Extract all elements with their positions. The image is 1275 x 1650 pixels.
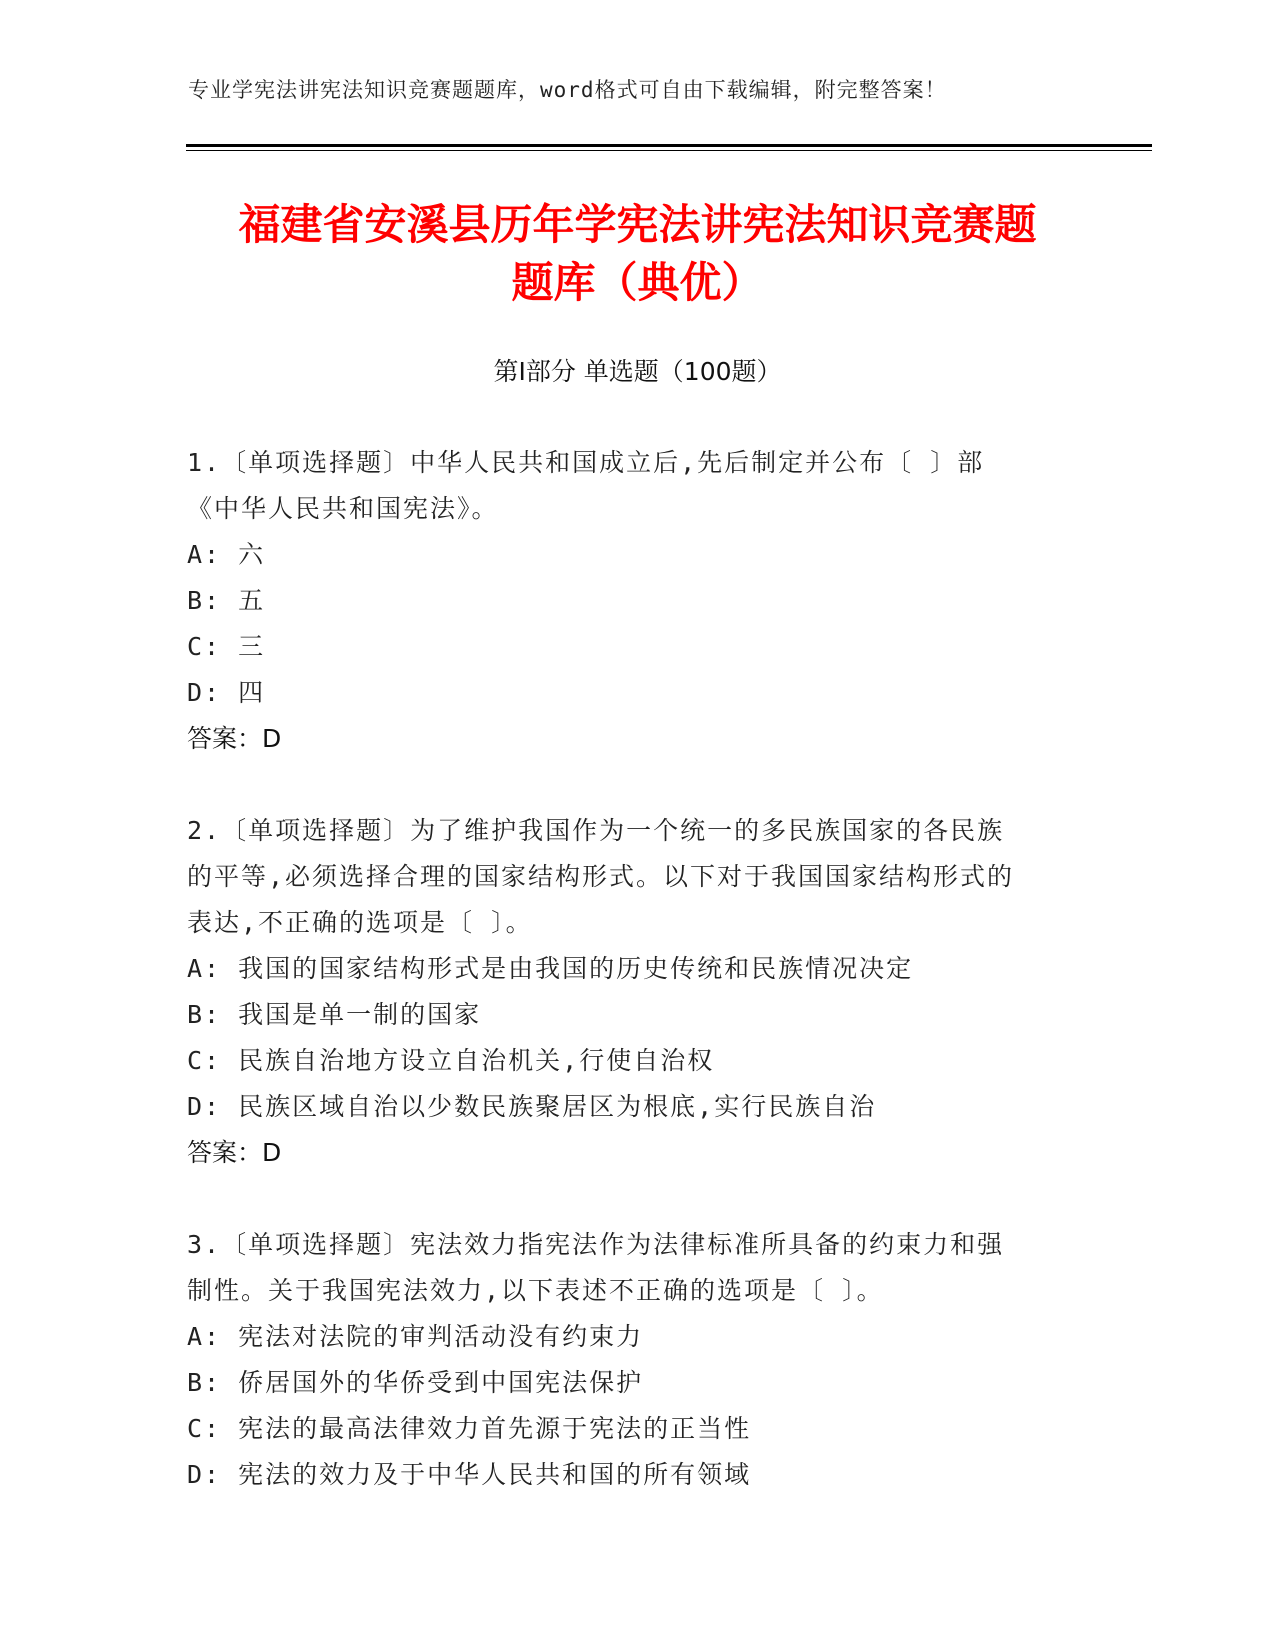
document-title [150,196,1125,312]
question-stem-line: 3.〔单项选择题〕宪法效力指宪法作为法律标准所具备的约束力和强 [187,1230,1005,1259]
header-rule-thin [186,150,1152,151]
question-gap [187,1176,1072,1222]
section-heading: 第Ⅰ部分 单选题（100题） [493,357,782,386]
question-list [187,440,1072,1498]
option-b: B: 侨居国外的华侨受到中国宪法保护 [187,1368,644,1397]
question-1 [187,440,1072,762]
question-gap [187,762,1072,808]
option-c: C: 民族自治地方设立自治机关,行使自治权 [187,1046,715,1075]
question-stem-line: 的平等,必须选择合理的国家结构形式。以下对于我国国家结构形式的 [187,862,1015,891]
question-stem-line: 表达,不正确的选项是〔 〕。 [187,908,533,937]
title-line-1: 福建省安溪县历年学宪法讲宪法知识竞赛题 [238,200,1037,249]
title-line-2: 题库（典优） [511,258,764,307]
option-d: D: 民族区域自治以少数民族聚居区为根底,实行民族自治 [187,1092,877,1121]
option-c: C: 宪法的最高法律效力首先源于宪法的正当性 [187,1414,752,1443]
question-stem-line: 1.〔单项选择题〕中华人民共和国成立后,先后制定并公布〔 〕部 [187,448,985,477]
header-rule-thick [186,144,1152,147]
answer: 答案：D [187,724,282,753]
option-d: D: 宪法的效力及于中华人民共和国的所有领域 [187,1460,752,1489]
header-note: 专业学宪法讲宪法知识竞赛题题库，word格式可自由下载编辑，附完整答案！ [188,78,947,102]
question-3 [187,1222,1072,1498]
option-d: D: 四 [187,678,266,707]
question-stem-line: 2.〔单项选择题〕为了维护我国作为一个统一的多民族国家的各民族 [187,816,1005,845]
answer: 答案：D [187,1138,282,1167]
option-b: B: 我国是单一制的国家 [187,1000,482,1029]
question-stem-line: 《中华人民共和国宪法》。 [187,494,499,523]
question-2 [187,808,1072,1176]
option-a: A: 我国的国家结构形式是由我国的历史传统和民族情况决定 [187,954,914,983]
option-c: C: 三 [187,632,266,661]
question-stem-line: 制性。关于我国宪法效力,以下表述不正确的选项是〔 〕。 [187,1276,884,1305]
option-a: A: 宪法对法院的审判活动没有约束力 [187,1322,644,1351]
option-a: A: 六 [187,540,266,569]
option-b: B: 五 [187,586,266,615]
